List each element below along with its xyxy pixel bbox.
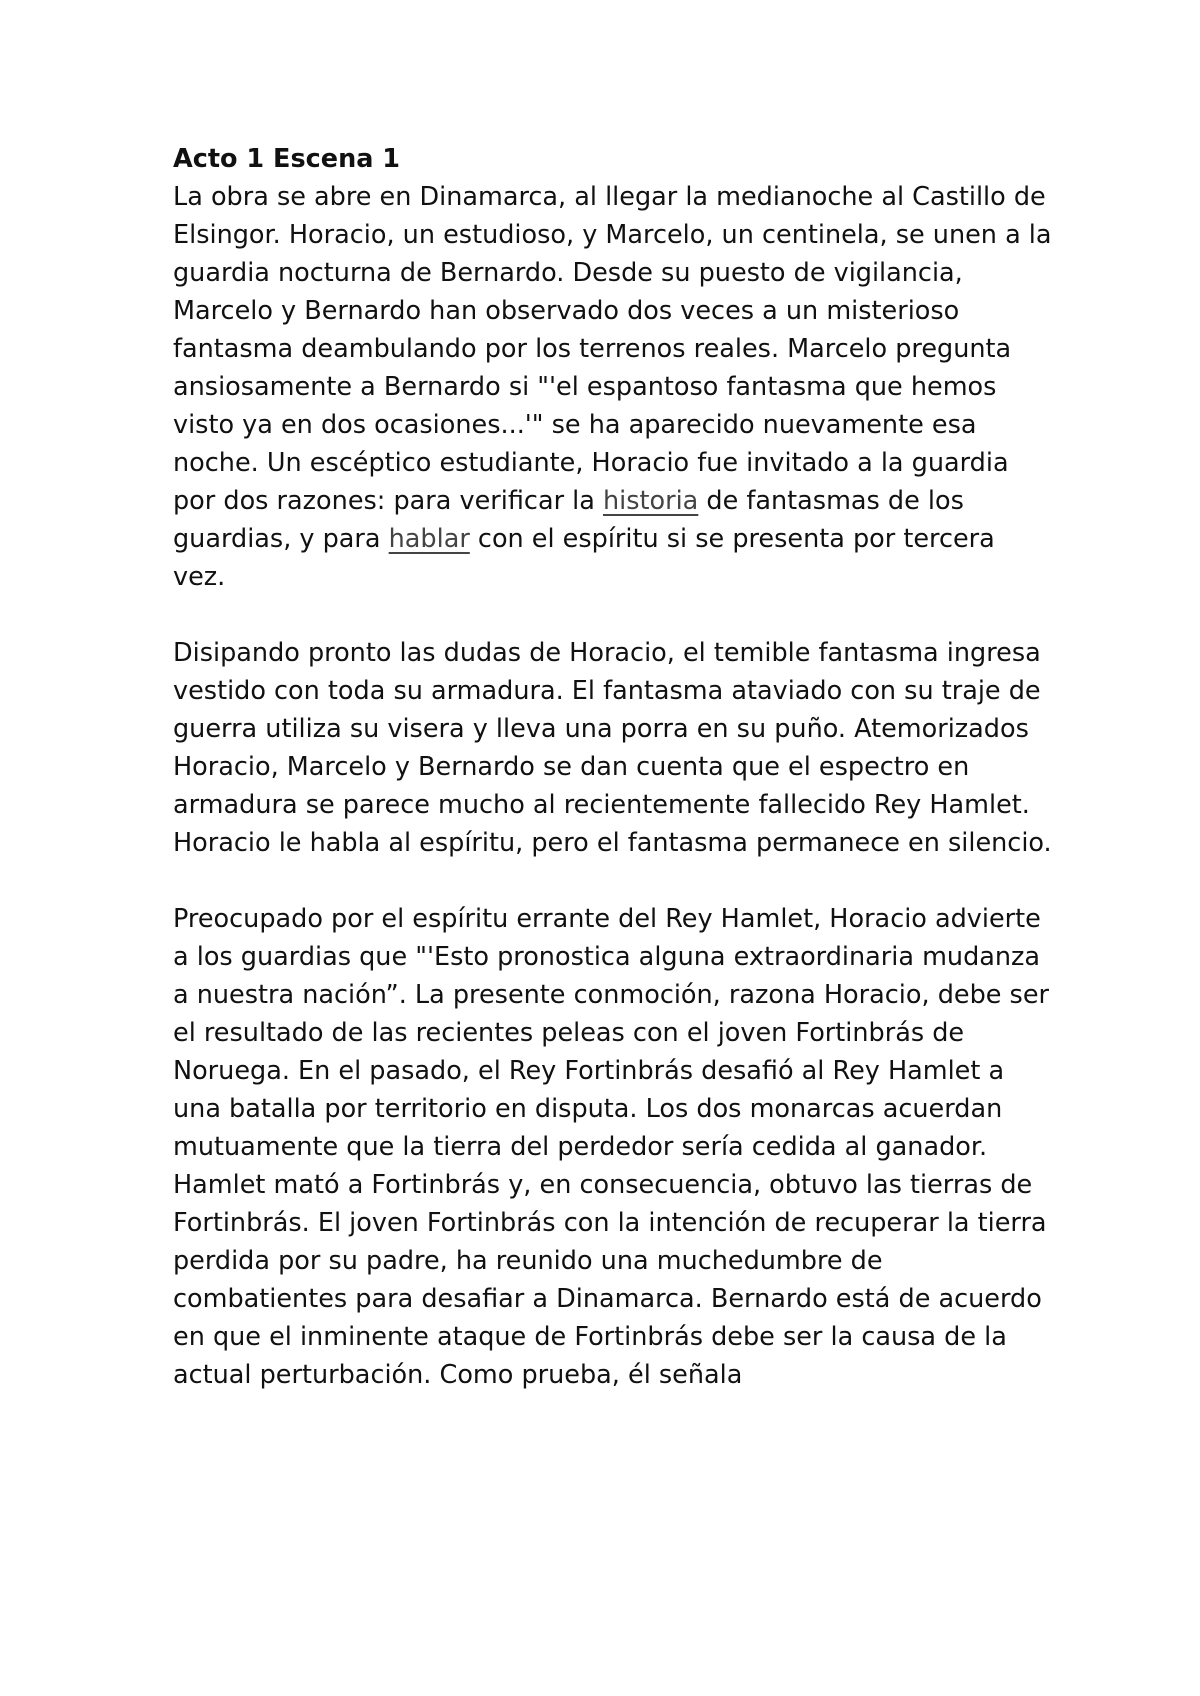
paragraph-3: Preocupado por el espíritu errante del Rey Hamlet, Horacio advierte a los guardias que "'Esto pronostica alguna extraordinaria mudanza a nuestra nación”. La presente conmoción, razona Horacio, debe ser el resultado de las recientes peleas con el joven Fortinbrás de Noruega. En el pasado, el Rey Fortinbrás desafió al Rey Hamlet a una batalla por territorio en disputa. Los dos monarcas acuerdan mutuamente que la tierra del perdedor sería cedida al ganador. Hamlet mató a Fortinbrás y, en consecuencia, obtuvo las tierras de Fortinbrás. El joven Fortinbrás con la intención de recuperar la tierra perdida por su padre, ha reunido una muchedumbre de combatientes para desafiar a Dinamarca. Bernardo está de acuerdo en que el inminente ataque de Fortinbrás debe ser la causa de la actual perturbación. Como prueba, él señala: [173, 904, 1050, 1390]
paragraph-1-text-a: La obra se abre en Dinamarca, al llegar la medianoche al Castillo de Elsingor. Horacio, un estudioso, y Marcelo, un centinela, se unen a la guardia nocturna de Bernardo. Desde su puesto de vigilancia, Marcelo y Bernardo han observado dos veces a un misterioso fantasma deambulando por los terrenos reales. Marcelo pregunta ansiosamente a Bernardo si "'el espantoso fantasma que hemos visto ya en dos ocasiones...'" se ha aparecido nuevamente esa noche. Un escéptico estudiante, Horacio fue invitado a la guardia por dos razones: para verificar la: [173, 182, 1052, 516]
paragraph-2: Disipando pronto las dudas de Horacio, el temible fantasma ingresa vestido con toda su armadura. El fantasma ataviado con su traje de guerra utiliza su visera y lleva una porra en su puño. Atemorizados Horacio, Marcelo y Bernardo se dan cuenta que el espectro en armadura se parece mucho al recientemente fallecido Rey Hamlet. Horacio le habla al espíritu, pero el fantasma permanece en silencio.: [173, 638, 1052, 858]
paragraph-1-text-b: de fantasmas de los guardias, y para: [173, 486, 964, 554]
document-body: [173, 140, 1053, 1432]
historia-link[interactable]: historia: [602, 486, 699, 516]
paragraph-1-text-c: con el espíritu si se presenta por tercera vez.: [173, 524, 995, 592]
hablar-link[interactable]: hablar: [388, 524, 470, 554]
paragraph-1: [173, 178, 1053, 596]
scene-heading: Acto 1 Escena 1: [173, 144, 401, 174]
